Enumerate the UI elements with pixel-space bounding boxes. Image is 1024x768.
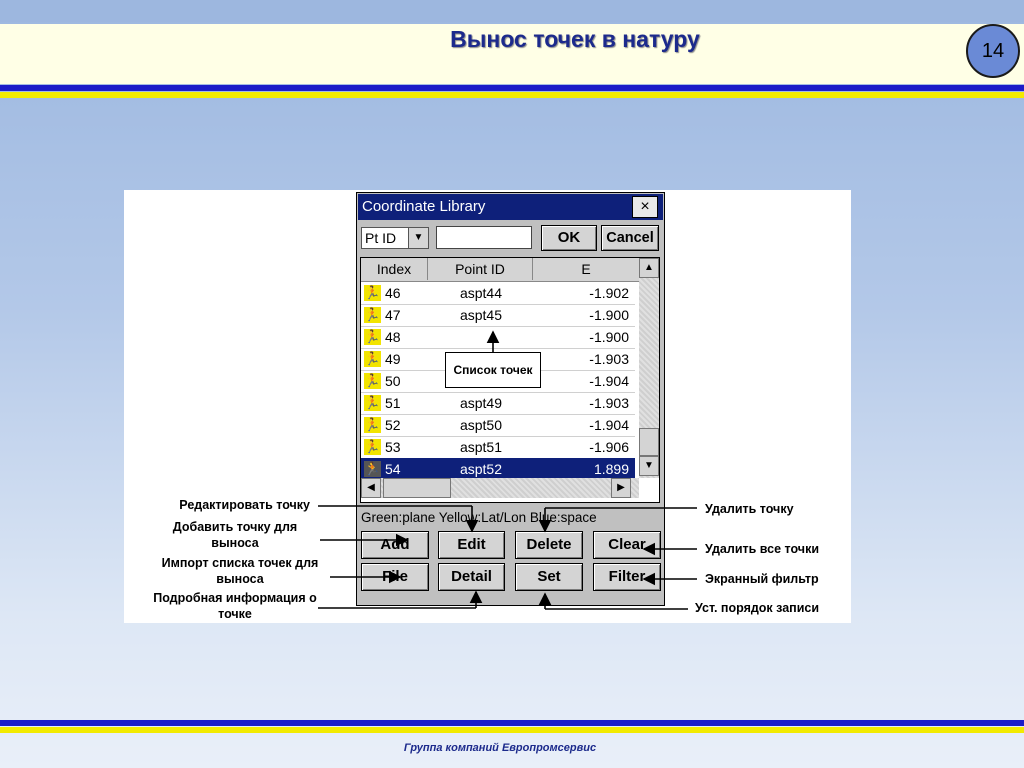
detail-button[interactable]: Detail — [438, 563, 505, 591]
horizontal-scroll-thumb[interactable] — [383, 478, 451, 498]
footer-stripe-blue — [0, 720, 1024, 726]
row-e-value: 1.899 — [593, 461, 629, 477]
row-e-value: -1.900 — [589, 307, 629, 323]
footer-stripe-yellow — [0, 727, 1024, 733]
callout-edit-point: Редактировать точку — [179, 498, 310, 512]
filter-button[interactable]: Filter — [593, 563, 661, 591]
row-index: 47 — [385, 307, 401, 323]
table-header — [361, 258, 641, 282]
runner-icon: 🏃 — [364, 329, 381, 344]
row-index: 49 — [385, 351, 401, 367]
row-index: 50 — [385, 373, 401, 389]
runner-icon: 🏃 — [364, 351, 381, 366]
runner-icon: 🏃 — [364, 417, 381, 432]
row-point-id: aspt52 — [459, 461, 503, 477]
scroll-up-icon[interactable]: ▲ — [639, 258, 659, 278]
callout-add-point: Добавить точку для выноса — [172, 520, 298, 550]
row-index: 48 — [385, 329, 401, 345]
callout-screen-filter: Экранный фильтр — [705, 572, 819, 586]
header-stripe-blue — [0, 85, 1024, 91]
callout-import-list: Импорт списка точек для выноса — [161, 556, 319, 586]
row-index: 52 — [385, 417, 401, 433]
column-header-index[interactable]: Index — [361, 258, 428, 280]
row-index: 54 — [385, 461, 401, 477]
delete-button[interactable]: Delete — [515, 531, 583, 559]
ok-button[interactable]: OK — [541, 225, 597, 251]
runner-icon: 🏃 — [364, 307, 381, 322]
top-band — [0, 0, 1024, 22]
footer-company: Группа компаний Европромсервис — [403, 742, 597, 754]
row-point-id — [431, 326, 531, 348]
page-number-badge: 14 — [966, 24, 1020, 78]
row-e-value: -1.904 — [589, 373, 629, 389]
search-input[interactable] — [436, 226, 532, 249]
row-e-value: -1.904 — [589, 417, 629, 433]
row-point-id: aspt44 — [459, 285, 503, 301]
cancel-button[interactable]: Cancel — [601, 225, 659, 251]
slide-title: Вынос точек в натуру — [450, 26, 700, 52]
close-icon[interactable]: × — [632, 196, 658, 218]
field-selector-dropdown[interactable] — [361, 227, 429, 249]
runner-icon: 🏃 — [364, 395, 381, 410]
clear-button[interactable]: Clear — [593, 531, 661, 559]
table-row[interactable] — [361, 304, 635, 327]
row-e-value: -1.900 — [589, 329, 629, 345]
scroll-left-icon[interactable]: ◀ — [361, 478, 381, 498]
row-point-id: aspt51 — [459, 439, 503, 455]
column-header-point-id[interactable]: Point ID — [428, 258, 533, 280]
add-button[interactable]: Add — [361, 531, 429, 559]
table-row[interactable] — [361, 414, 635, 437]
runner-icon: 🏃 — [364, 373, 381, 388]
chevron-down-icon[interactable]: ▼ — [408, 228, 428, 248]
callout-point-list: Список точек — [445, 352, 541, 388]
runner-icon: 🏃 — [364, 285, 381, 300]
callout-delete-all: Удалить все точки — [705, 542, 820, 556]
set-button[interactable]: Set — [515, 563, 583, 591]
row-point-id: aspt49 — [459, 395, 503, 411]
runner-icon: 🏃 — [364, 461, 381, 476]
horizontal-scrollbar[interactable] — [361, 478, 639, 498]
file-button[interactable]: File — [361, 563, 429, 591]
color-legend: Green:plane Yellow:Lat/Lon Blue:space — [361, 510, 597, 525]
table-row[interactable] — [361, 282, 635, 305]
row-e-value: -1.906 — [589, 439, 629, 455]
field-selector-value: Pt ID — [365, 230, 397, 246]
row-index: 53 — [385, 439, 401, 455]
row-index: 51 — [385, 395, 401, 411]
scroll-right-icon[interactable]: ▶ — [611, 478, 631, 498]
row-e-value: -1.903 — [589, 395, 629, 411]
callout-record-order: Уст. порядок записи — [695, 601, 820, 615]
vertical-scrollbar[interactable] — [639, 258, 659, 478]
row-e-value: -1.902 — [589, 285, 629, 301]
scroll-down-icon[interactable]: ▼ — [639, 456, 659, 476]
edit-button[interactable]: Edit — [438, 531, 505, 559]
table-row[interactable] — [361, 392, 635, 415]
coordinate-library-dialog — [356, 192, 665, 606]
callout-delete-point: Удалить точку — [705, 502, 794, 516]
dialog-title: Coordinate Library — [358, 194, 663, 220]
runner-icon: 🏃 — [364, 439, 381, 454]
column-header-e[interactable]: E — [533, 258, 640, 280]
callout-point-details: Подробная информация о точке — [153, 591, 317, 621]
row-point-id: aspt45 — [459, 307, 503, 323]
header-stripe-yellow — [0, 92, 1024, 98]
row-point-id: aspt50 — [459, 417, 503, 433]
table-row[interactable] — [361, 326, 635, 349]
vertical-scroll-thumb[interactable] — [639, 428, 659, 456]
table-row[interactable] — [361, 436, 635, 459]
row-index: 46 — [385, 285, 401, 301]
row-e-value: -1.903 — [589, 351, 629, 367]
